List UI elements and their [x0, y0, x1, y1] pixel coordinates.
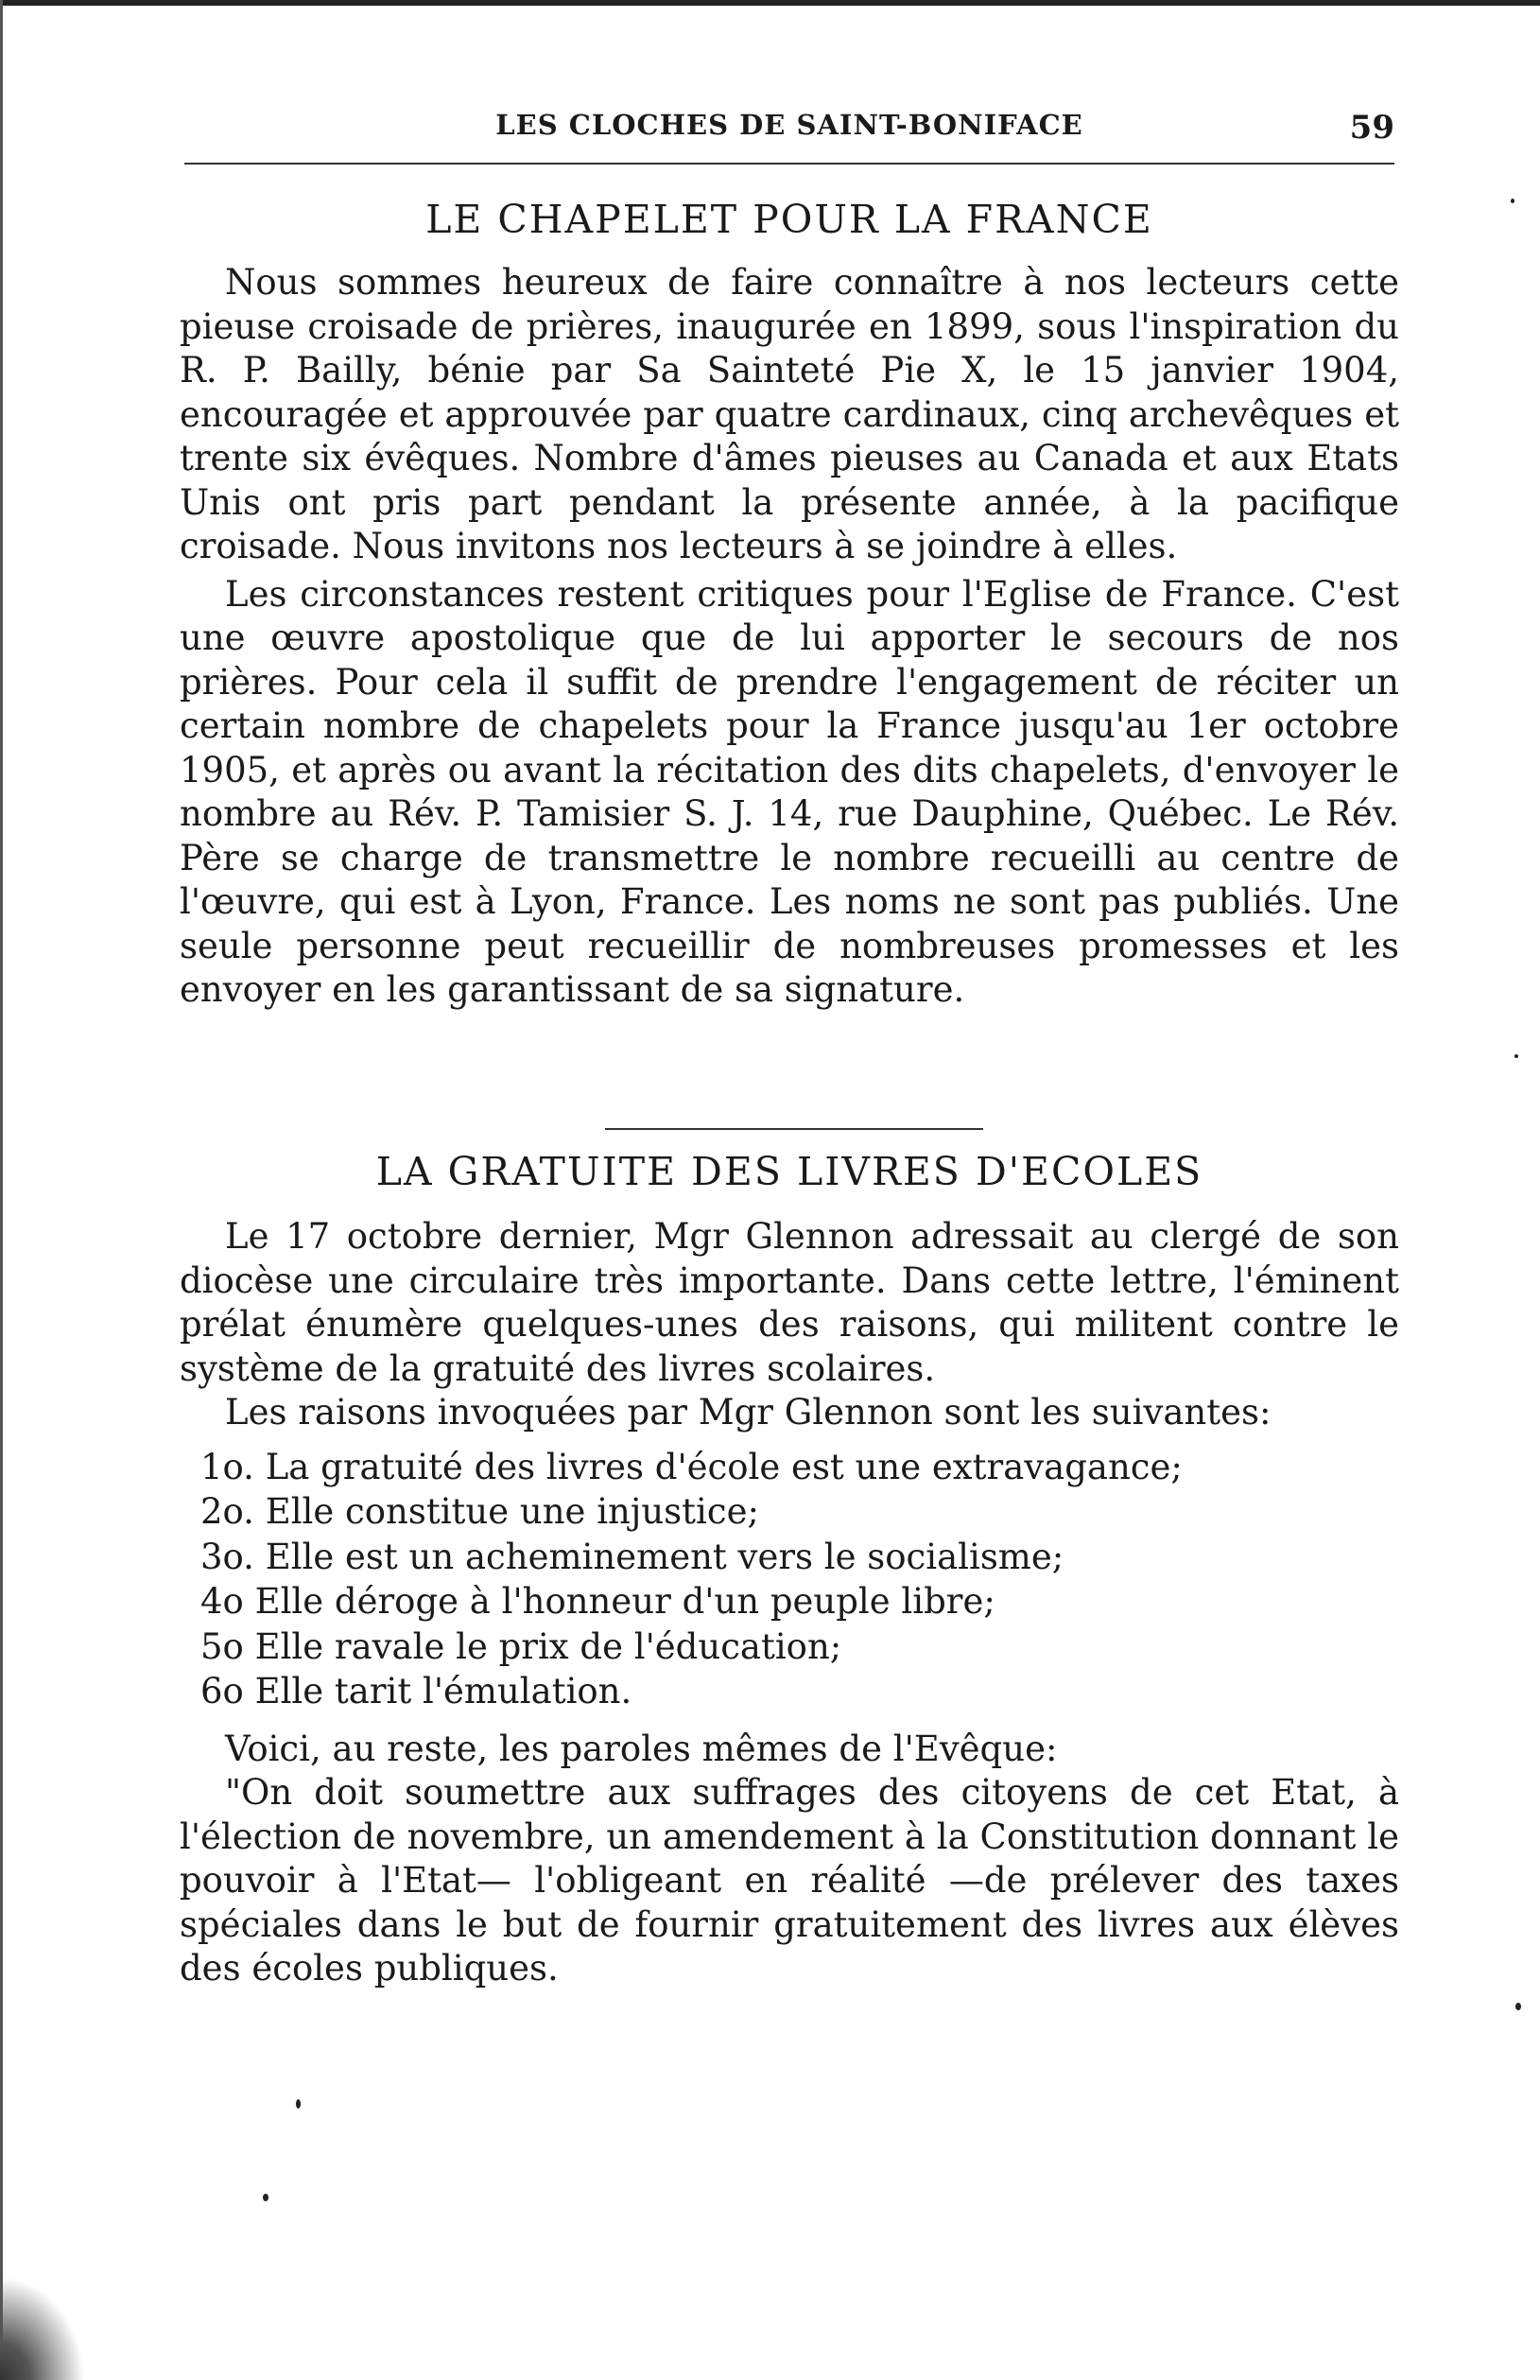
- section-chapelet: [180, 197, 1399, 1013]
- list-item: 3o. Elle est un acheminement vers le socialisme;: [200, 1536, 1064, 1577]
- page-number: 59: [1349, 109, 1394, 147]
- section-title: LE CHAPELET POUR LA FRANCE: [425, 197, 1153, 242]
- body-paragraph: Le 17 octobre dernier, Mgr Glennon adressait au clergé de son diocèse une circulaire très importante. Dans cette lettre, l'éminent prélat énumère quelques-unes des raisons, qui militent contre le système de la gratuité des livres scolaires.: [180, 1216, 1399, 1389]
- list-item: 1o. La gratuité des livres d'école est une extravagance;: [200, 1446, 1183, 1487]
- body-paragraph: Nous sommes heureux de faire connaître à nos lecteurs cette pieuse croisade de prières, inaugurée en 1899, sous l'inspiration du R. P. Bailly, bénie par Sa Sainteté Pie X, le 15 janvier 1904, encouragée et approuvée par quatre cardinaux, cinq archevêques et trente six évêques. Nombre d'âmes pieuses au Canada et aux Etats Unis ont pris part pendant la présente année, à la pacifique croisade. Nous invitons nos lecteurs à se joindre à elles.: [180, 262, 1399, 566]
- section-title: LA GRATUITE DES LIVRES D'ECOLES: [375, 1149, 1203, 1194]
- page-left-edge: [0, 0, 3, 2380]
- reasons-list: [180, 1445, 1399, 1714]
- running-header: [184, 109, 1394, 156]
- running-title: LES CLOCHES DE SAINT-BONIFACE: [495, 109, 1083, 141]
- section-divider: [605, 1128, 983, 1130]
- list-item: 2o. Elle constitue une injustice;: [200, 1491, 759, 1532]
- list-item: 4o Elle déroge à l'honneur d'un peuple libre;: [200, 1581, 995, 1622]
- header-rule: [184, 163, 1394, 165]
- body-paragraph: Voici, au reste, les paroles mêmes de l'Evêque:: [225, 1728, 1058, 1769]
- body-paragraph: Les circonstances restent critiques pour l'Eglise de France. C'est une œuvre apostolique que de lui apporter le secours de nos prières. Pour cela il suffit de prendre l'engagement de réciter un certain nombre de chapelets pour la France jusqu'au 1er octobre 1905, et après ou avant la récitation des dits chapelets, d'envoyer le nombre au Rév. P. Tamisier S. J. 14, rue Dauphine, Québec. Le Rév. Père se charge de transmettre le nombre recueilli au centre de l'œuvre, qui est à Lyon, France. Les noms ne sont pas publiés. Une seule personne peut recueillir de nombreuses promesses et les envoyer en les garantissant de sa signature.: [180, 573, 1399, 1010]
- scan-corner-mark: [0, 2276, 85, 2380]
- list-item: 5o Elle ravale le prix de l'éducation;: [200, 1625, 842, 1667]
- scan-speck: [1514, 1054, 1518, 1058]
- body-paragraph: Les raisons invoquées par Mgr Glennon sont les suivantes:: [225, 1392, 1272, 1433]
- section-gratuite: [180, 1149, 1399, 1991]
- page-top-edge: [0, 0, 1540, 6]
- scan-speck: [1511, 199, 1514, 203]
- scan-speck: [1515, 2003, 1521, 2010]
- scan-speck: [296, 2099, 301, 2109]
- quotation: "On doit soumettre aux suffrages des citoyens de cet Etat, à l'élection de novembre, un amendement à la Constitution donnant le pouvoir à l'Etat— l'obligeant en réalité —de prélever des taxes spéciales dans le but de fournir gratuitement des livres aux élèves des écoles publiques.: [180, 1772, 1399, 1989]
- scan-speck: [263, 2194, 268, 2201]
- list-item: 6o Elle tarit l'émulation.: [200, 1671, 632, 1711]
